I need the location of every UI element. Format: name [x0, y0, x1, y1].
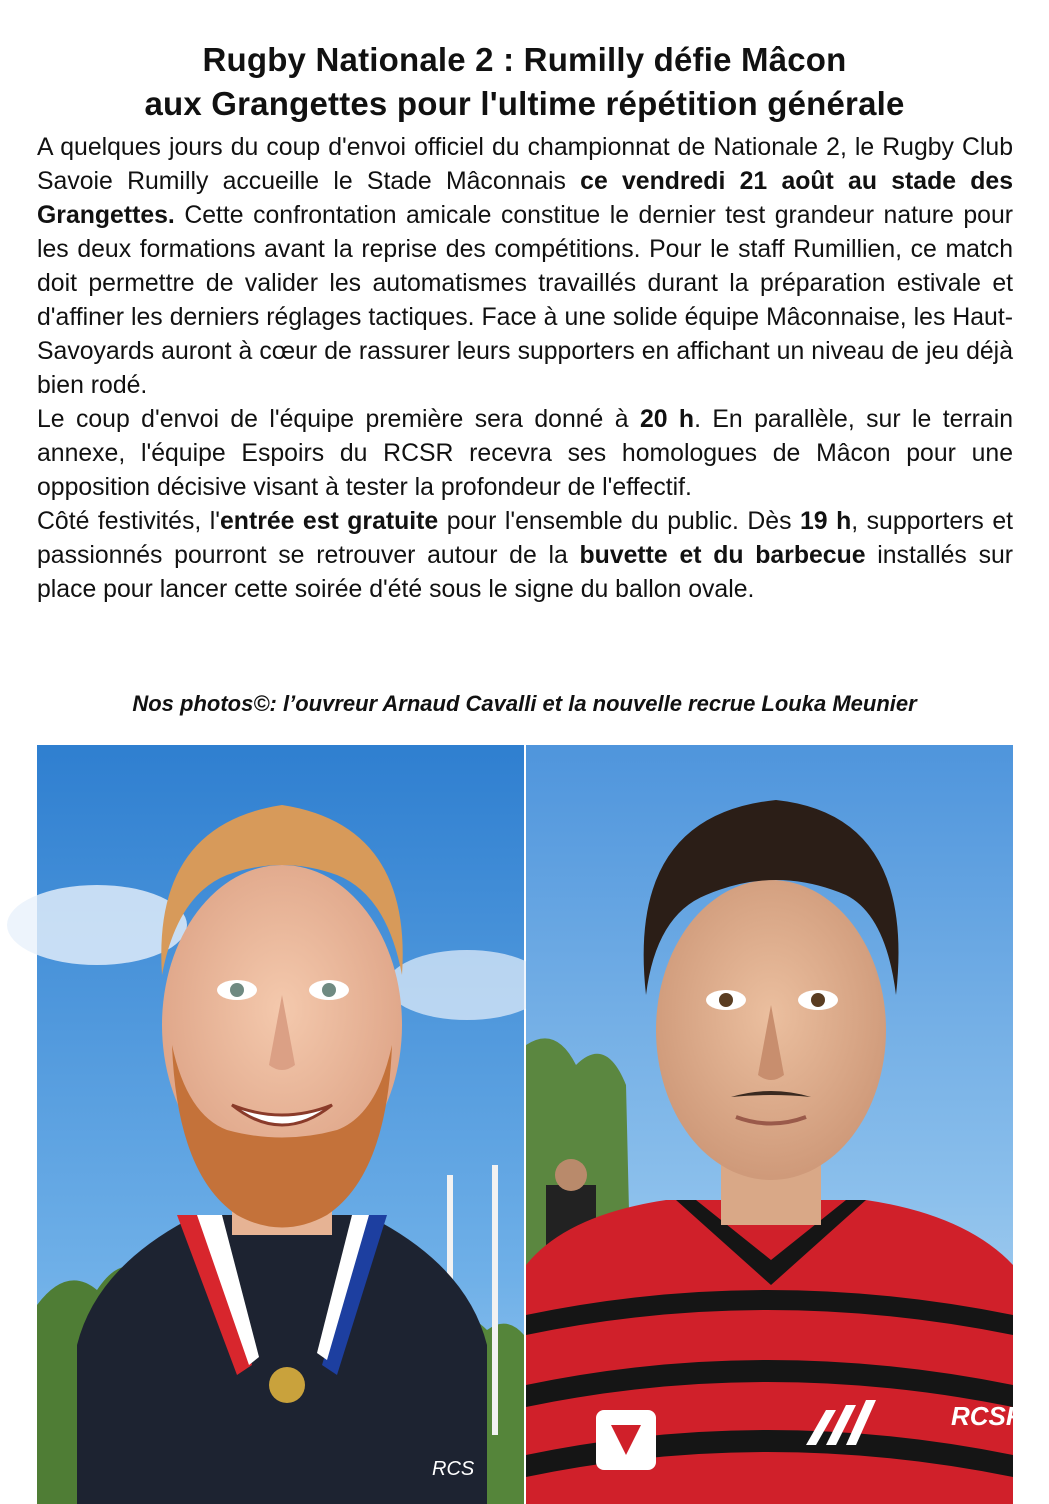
jersey-logo-text: RCS — [432, 1458, 475, 1480]
article-paragraph-2 — [37, 403, 1013, 505]
paragraph-text: installés sur place pour lancer cette soirée d'été sous le signe du ballon ovale. — [37, 542, 1014, 603]
emphasis-kickoff-time: 20 h — [639, 406, 695, 433]
photo-caption: Nos photos©: l’ouvreur Arnaud Cavalli et la nouvelle recrue Louka Meunier — [132, 691, 917, 716]
medal — [269, 1367, 305, 1403]
headline-line-2: aux Grangettes pour l'ultime répétition générale — [144, 85, 905, 122]
paragraph-text: . En parallèle, sur le terrain annexe, l'équipe Espoirs du RCSR recevra ses homologues de Mâcon pour une opposition décisive visant à tester la profondeur de l'effectif. — [37, 406, 1013, 501]
article-paragraph-3 — [37, 505, 1013, 607]
left-iris — [719, 993, 733, 1007]
portrait-illustration-right — [526, 745, 1025, 1504]
emphasis-free-entry: entrée est gratuite — [220, 508, 439, 535]
player-photo-left — [37, 745, 524, 1504]
jersey — [77, 1215, 487, 1504]
article-headline — [20, 38, 1029, 126]
article-paragraph-1 — [37, 131, 1013, 403]
paragraph-text: pour l'ensemble du public. Dès — [438, 508, 801, 535]
paragraph-text: Côté festivités, l' — [37, 508, 220, 535]
player-photo-right — [526, 745, 1025, 1504]
background-person-head — [555, 1159, 587, 1191]
paragraph-text: , supporters et passionnés pourront se retrouver autour de la — [37, 508, 1014, 569]
headline-line-1: Rugby Nationale 2 : Rumilly défie Mâcon — [202, 41, 847, 78]
paragraph-text: Le coup d'envoi de l'équipe première sera donné à — [37, 406, 640, 433]
right-iris — [811, 993, 825, 1007]
article-body — [37, 131, 1013, 607]
emphasis-opening-time: 19 h — [800, 508, 852, 535]
right-iris — [322, 983, 336, 997]
cloud — [387, 950, 547, 1020]
left-iris — [230, 983, 244, 997]
emphasis-date: ce vendredi 21 août au stade des Grangettes. — [37, 168, 1013, 229]
paragraph-text: Cette confrontation amicale constitue le dernier test grandeur nature pour les deux formations avant la reprise des compétitions. Pour le staff Rumillien, ce match doit permettre de valider les automatismes travaillés durant la préparation estivale et d'affiner les derniers réglages tactiques. Face à une solide équipe Mâconnaise, les Haut-Savoyards auront à cœur de rassurer leurs supporters en affichant un niveau de jeu déjà bien rodé. — [37, 202, 1013, 399]
rugby-post — [492, 1165, 498, 1435]
emphasis-buvette: buvette et du barbecue — [579, 542, 866, 569]
portrait-illustration-left — [37, 745, 524, 1504]
jersey-logo-text: RCSR — [951, 1401, 1025, 1431]
paragraph-text: A quelques jours du coup d'envoi officiel du championnat de Nationale 2, le Rugby Club Savoie Rumilly accueille le Stade Mâconnais — [37, 134, 1013, 195]
cloud — [7, 885, 187, 965]
